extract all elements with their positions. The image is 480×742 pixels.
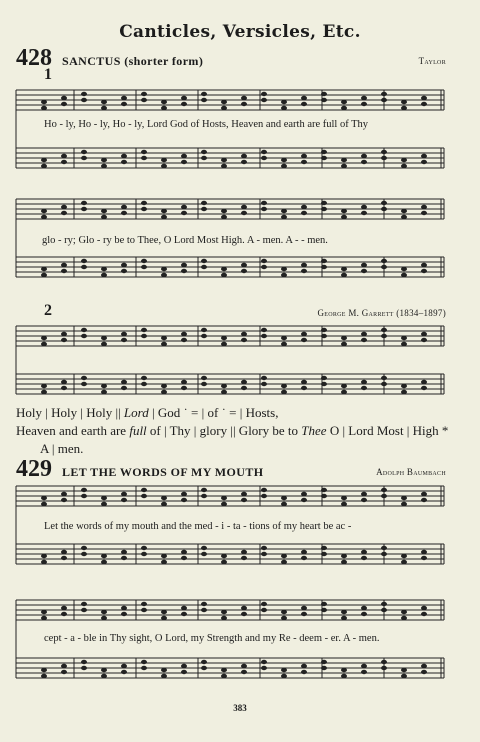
- composer-name: Taylor: [418, 56, 446, 66]
- hymn-title: SANCTUS (shorter form): [62, 54, 204, 68]
- chant-line: Heaven and earth are full of | Thy | glory || Glory be to Thee O | Lord Most | High *: [16, 423, 449, 438]
- music-system: [0, 86, 480, 182]
- hymn-number: 428: [16, 45, 52, 71]
- verse-number: 2: [44, 302, 52, 319]
- hymn-number: 429: [16, 456, 52, 482]
- chant-line: Holy | Holy | Holy || Lord | God ˙ = | of ˙ = | Hosts,: [16, 405, 279, 420]
- composer-name: Adolph Baumbach: [376, 467, 446, 477]
- lyrics-line: Ho - ly, Ho - ly, Ho - ly, Lord God of Hosts, Heaven and earth are full of Thy: [44, 119, 369, 130]
- chant-line: A | men.: [40, 441, 84, 456]
- page-number: 383: [233, 703, 247, 713]
- lyrics-line: cept - a - ble in Thy sight, O Lord, my Strength and my Re - deem - er. A - men.: [44, 633, 380, 644]
- page-title: Canticles, Versicles, Etc.: [119, 22, 361, 42]
- music-system: [0, 596, 480, 692]
- chant-text: [16, 404, 466, 458]
- hymn-title: LET THE WORDS OF MY MOUTH: [62, 465, 264, 479]
- verse-number: 1: [44, 66, 52, 83]
- composer-name: George M. Garrett (1834–1897): [317, 308, 446, 318]
- music-system: [0, 322, 480, 408]
- lyrics-line: Let the words of my mouth and the med - i - ta - tions of my heart be ac -: [44, 521, 352, 532]
- lyrics-line: glo - ry; Glo - ry be to Thee, O Lord Most High. A - men. A - - men.: [42, 235, 328, 246]
